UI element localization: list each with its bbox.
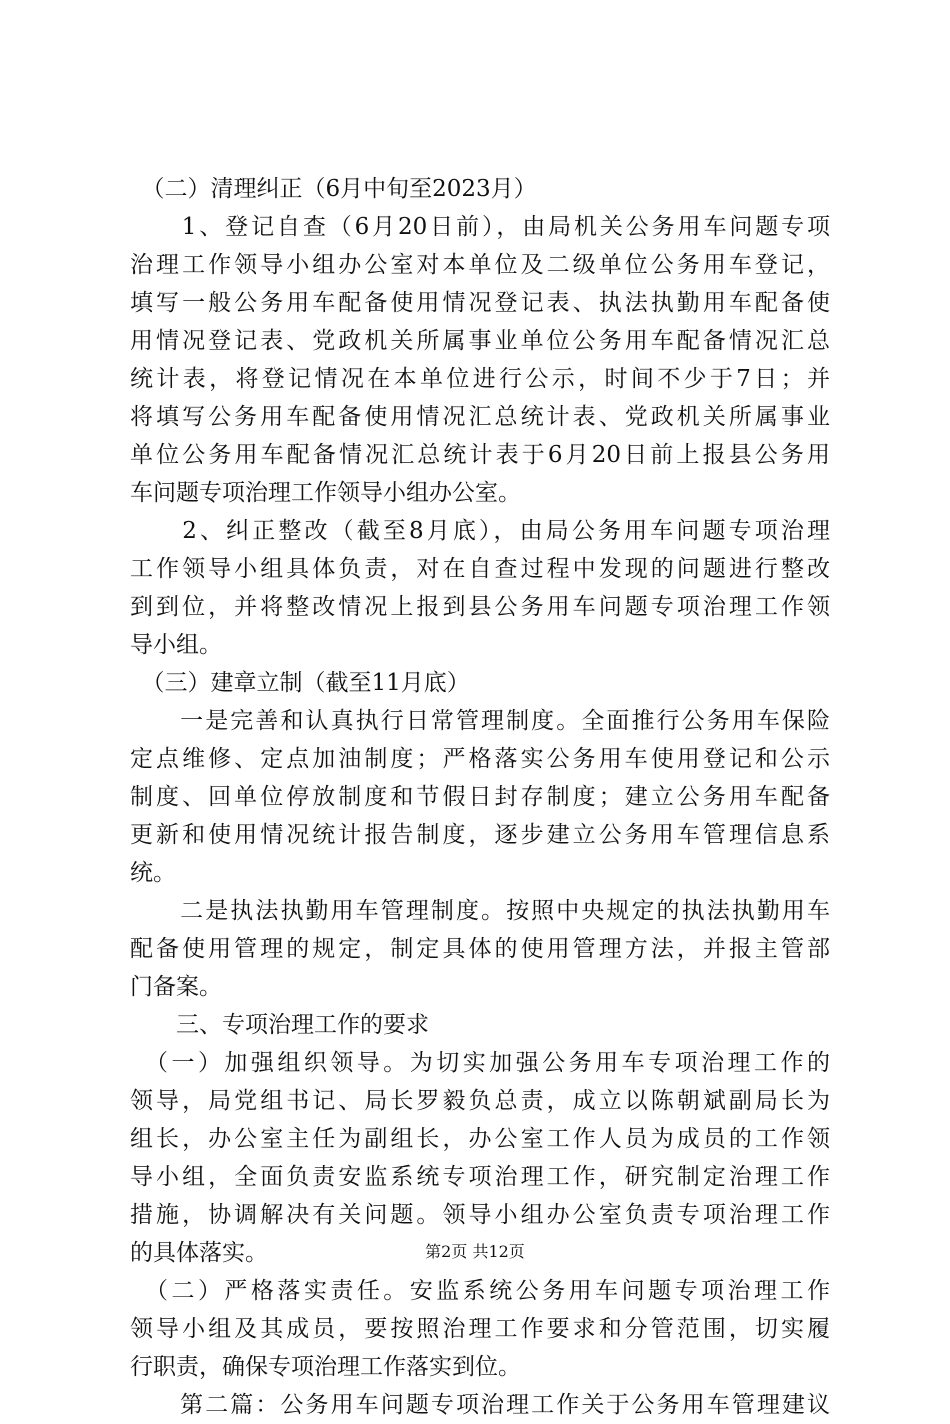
text-line: 统。 (130, 860, 176, 886)
text-line: 一是完善和认真执行日常管理制度。全面推行公务用车保险 (130, 708, 830, 734)
text-line: 1、登记自查（6月20日前），由局机关公务用车问题专项 (130, 214, 830, 240)
text-line: 导小组，全面负责安监系统专项治理工作，研究制定治理工作 (130, 1164, 830, 1190)
text-line: （二）清理纠正（6月中旬至2023月） (130, 176, 537, 202)
text-line: 定点维修、定点加油制度；严格落实公务用车使用登记和公示 (130, 746, 830, 772)
text-line: 组长，办公室主任为副组长，办公室工作人员为成员的工作领 (130, 1126, 830, 1152)
text-line: 单位公务用车配备情况汇总统计表于6月20日前上报县公务用 (130, 442, 830, 468)
text-line: （二）严格落实责任。安监系统公务用车问题专项治理工作 (130, 1278, 830, 1304)
text-line: 的具体落实。 (130, 1240, 268, 1266)
text-line: 导小组。 (130, 632, 222, 658)
page-footer: 第2页 共12页 (425, 1242, 525, 1261)
text-line: 配备使用管理的规定，制定具体的使用管理方法，并报主管部 (130, 936, 830, 962)
text-line: 车问题专项治理工作领导小组办公室。 (130, 480, 521, 506)
text-line: 二是执法执勤用车管理制度。按照中央规定的执法执勤用车 (130, 898, 830, 924)
text-line: 第二篇：公务用车问题专项治理工作关于公务用车管理建议 (130, 1392, 830, 1418)
document-body (130, 170, 830, 1424)
text-line: 措施，协调解决有关问题。领导小组办公室负责专项治理工作 (130, 1202, 830, 1228)
text-line: （三）建章立制（截至11月底） (130, 670, 470, 696)
text-line: 领导，局党组书记、局长罗毅负总责，成立以陈朝斌副局长为 (130, 1088, 830, 1114)
text-line: 到到位，并将整改情况上报到县公务用车问题专项治理工作领 (130, 594, 830, 620)
text-line: 更新和使用情况统计报告制度，逐步建立公务用车管理信息系 (130, 822, 830, 848)
text-line: 治理工作领导小组办公室对本单位及二级单位公务用车登记， (130, 252, 830, 278)
text-line: 工作领导小组具体负责，对在自查过程中发现的问题进行整改 (130, 556, 830, 582)
text-line: 用情况登记表、党政机关所属事业单位公务用车配备情况汇总 (130, 328, 830, 354)
text-line: 将填写公务用车配备使用情况汇总统计表、党政机关所属事业 (130, 404, 830, 430)
text-line: 门备案。 (130, 974, 222, 1000)
text-line: 填写一般公务用车配备使用情况登记表、执法执勤用车配备使 (130, 290, 830, 316)
text-line: 三、专项治理工作的要求 (130, 1012, 429, 1038)
text-line: 制度、回单位停放制度和节假日封存制度；建立公务用车配备 (130, 784, 830, 810)
text-line: 2、纠正整改（截至8月底），由局公务用车问题专项治理 (130, 518, 830, 544)
text-line: 领导小组及其成员，要按照治理工作要求和分管范围，切实履 (130, 1316, 830, 1342)
text-line: 统计表，将登记情况在本单位进行公示，时间不少于7日；并 (130, 366, 830, 392)
text-line: 行职责，确保专项治理工作落实到位。 (130, 1354, 521, 1380)
text-line: （一）加强组织领导。为切实加强公务用车专项治理工作的 (130, 1050, 830, 1076)
